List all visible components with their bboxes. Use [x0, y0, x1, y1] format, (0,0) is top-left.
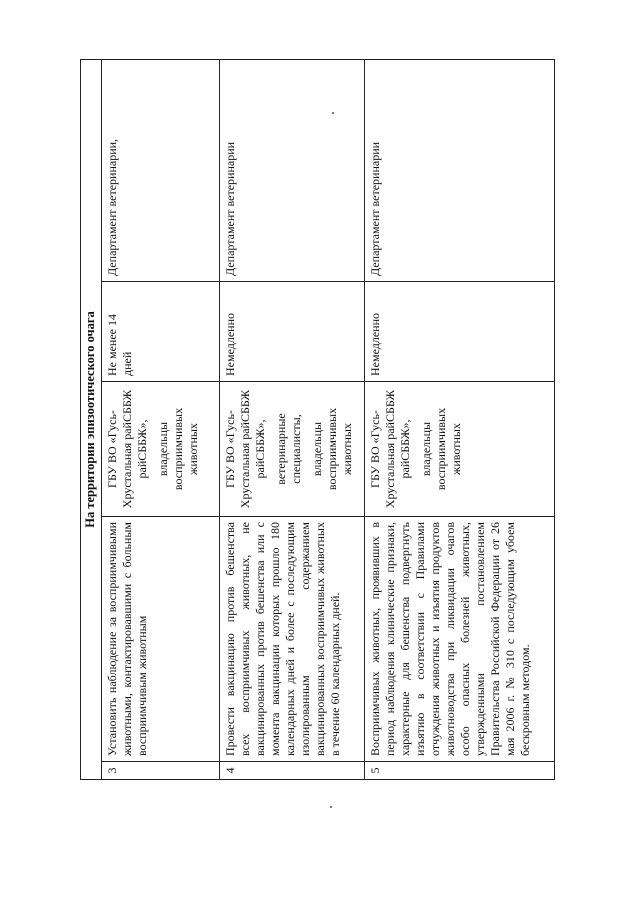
row-action: Провести вакцинацию против бешенства всех восприимчивых животных, не вакцинированных против бешенства или с момента вакцинации которых прошло 180 календарных дней и более с последующим изолированным содержанием вакцинированных восприимчивых животных в течение 60 календарных дней. — [219, 517, 364, 762]
row-responsible: Департамент ветеринарии — [219, 59, 364, 281]
table-row — [219, 59, 364, 779]
executor-line: ветеринарные специалисты, — [273, 413, 303, 485]
rotated-table-area — [80, 60, 560, 780]
row-responsible: Департамент ветеринарии — [364, 59, 554, 281]
executor-line: владельцы восприимчивых животных — [418, 407, 463, 491]
table-row — [101, 59, 219, 779]
row-term: Немедленно — [219, 282, 364, 382]
row-responsible: Департамент ветеринарии, — [101, 59, 219, 281]
executor-line: ГБУ ВО «Гусь-Хрустальная райСББЖ райСББЖ», — [367, 389, 412, 509]
section-header: На территории эпизоотического очага — [81, 59, 102, 779]
table-container — [80, 60, 560, 780]
scan-speck — [332, 112, 334, 114]
row-term: Не менее 14 дней — [101, 282, 219, 382]
table-row — [364, 59, 554, 779]
row-number: 4 — [219, 762, 364, 780]
row-action: Восприимчивых животных, проявивших в период наблюдения клинические признаки, характерные для бешенства подвергнуть изъятию в соответствии с Правилами отчуждения животных и изъятия продуктов животноводства при ликвидации очагов особо опасных болезней животных, утвержденными постановлением Правительства Российской Федерации от 26 мая 2006 г. № 310 с последующим убоем бескровным методом. — [364, 517, 554, 762]
row-executor — [101, 382, 219, 517]
section-header-row — [81, 59, 102, 779]
row-term: Немедленно — [364, 282, 554, 382]
scan-speck — [330, 806, 332, 808]
row-number: 3 — [101, 762, 219, 780]
executor-line: владельцы восприимчивых животных — [155, 407, 200, 491]
executor-line: владельцы восприимчивых животных — [309, 407, 354, 491]
row-number: 5 — [364, 762, 554, 780]
row-executor — [364, 382, 554, 517]
executor-line: ГБУ ВО «Гусь-Хрустальная райСББЖ райСББЖ», — [104, 389, 149, 509]
measures-table — [80, 59, 555, 780]
row-action: Установить наблюдение за восприимчивыми животными, контактировавшими с больным восприимчивым животным — [101, 517, 219, 762]
row-executor — [219, 382, 364, 517]
executor-line: ГБУ ВО «Гусь-Хрустальная райСББЖ райСББЖ», — [222, 389, 267, 509]
